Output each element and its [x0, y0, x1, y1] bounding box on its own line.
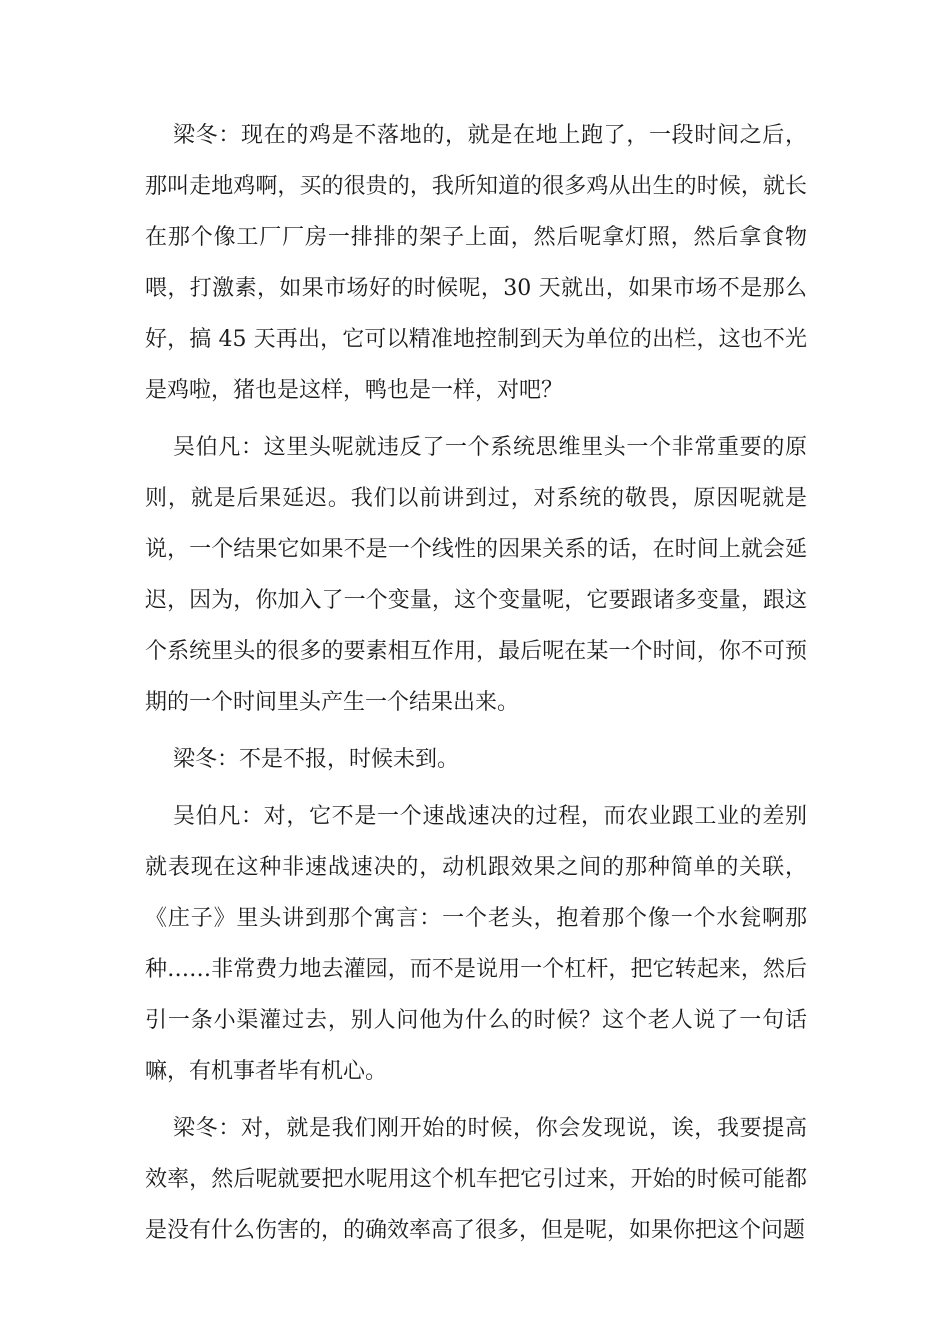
- dialogue-text: 对，它不是一个速战速决的过程，而农业跟工业的差别就表现在这种非速战速决的，动机跟效果之间的那种简单的关联，《庄子》里头讲到那个寓言：一个老头，抱着那个像一个水瓮啊那种……非常费力地去灌园，而不是说用一个杠杆，把它转起来，然后引一条小渠灌过去，别人问他为什么的时候？这个老人说了一句话嘛，有机事者毕有机心。: [145, 804, 807, 1084]
- document-page: [145, 110, 807, 1262]
- dialogue-paragraph: [145, 734, 807, 785]
- dialogue-paragraph: [145, 422, 807, 728]
- speaker-label: 梁冬：: [173, 123, 241, 148]
- speaker-label: 吴伯凡：: [173, 804, 264, 829]
- dialogue-paragraph: [145, 110, 807, 416]
- dialogue-text: 对，就是我们刚开始的时候，你会发现说，诶，我要提高效率，然后呢就要把水呢用这个机车把它引过来，开始的时候可能都是没有什么伤害的，的确效率高了很多，但是呢，如果你把这个问题: [145, 1116, 807, 1243]
- dialogue-text: 不是不报，时候未到。: [239, 747, 460, 772]
- dialogue-text: 这里头呢就违反了一个系统思维里头一个非常重要的原则，就是后果延迟。我们以前讲到过，对系统的敬畏，原因呢就是说，一个结果它如果不是一个线性的因果关系的话，在时间上就会延迟，因为，你加入了一个变量，这个变量呢，它要跟诸多变量，跟这个系统里头的很多的要素相互作用，最后呢在某一个时间，你不可预期的一个时间里头产生一个结果出来。: [145, 435, 807, 715]
- dialogue-paragraph: [145, 791, 807, 1097]
- dialogue-paragraph: [145, 1103, 807, 1256]
- speaker-label: 梁冬：: [173, 1116, 241, 1141]
- speaker-label: 吴伯凡：: [173, 435, 264, 460]
- dialogue-text: 现在的鸡是不落地的，就是在地上跑了，一段时间之后，那叫走地鸡啊，买的很贵的，我所知道的很多鸡从出生的时候，就长在那个像工厂厂房一排排的架子上面，然后呢拿灯照，然后拿食物喂，打激素，如果市场好的时候呢，30 天就出，如果市场不是那么好，搞 45 天再出，它可以精准地控制到天为单位的出栏，这也不光是鸡啦，猪也是这样，鸭也是一样，对吧？: [145, 123, 807, 403]
- speaker-label: 梁冬：: [173, 747, 240, 772]
